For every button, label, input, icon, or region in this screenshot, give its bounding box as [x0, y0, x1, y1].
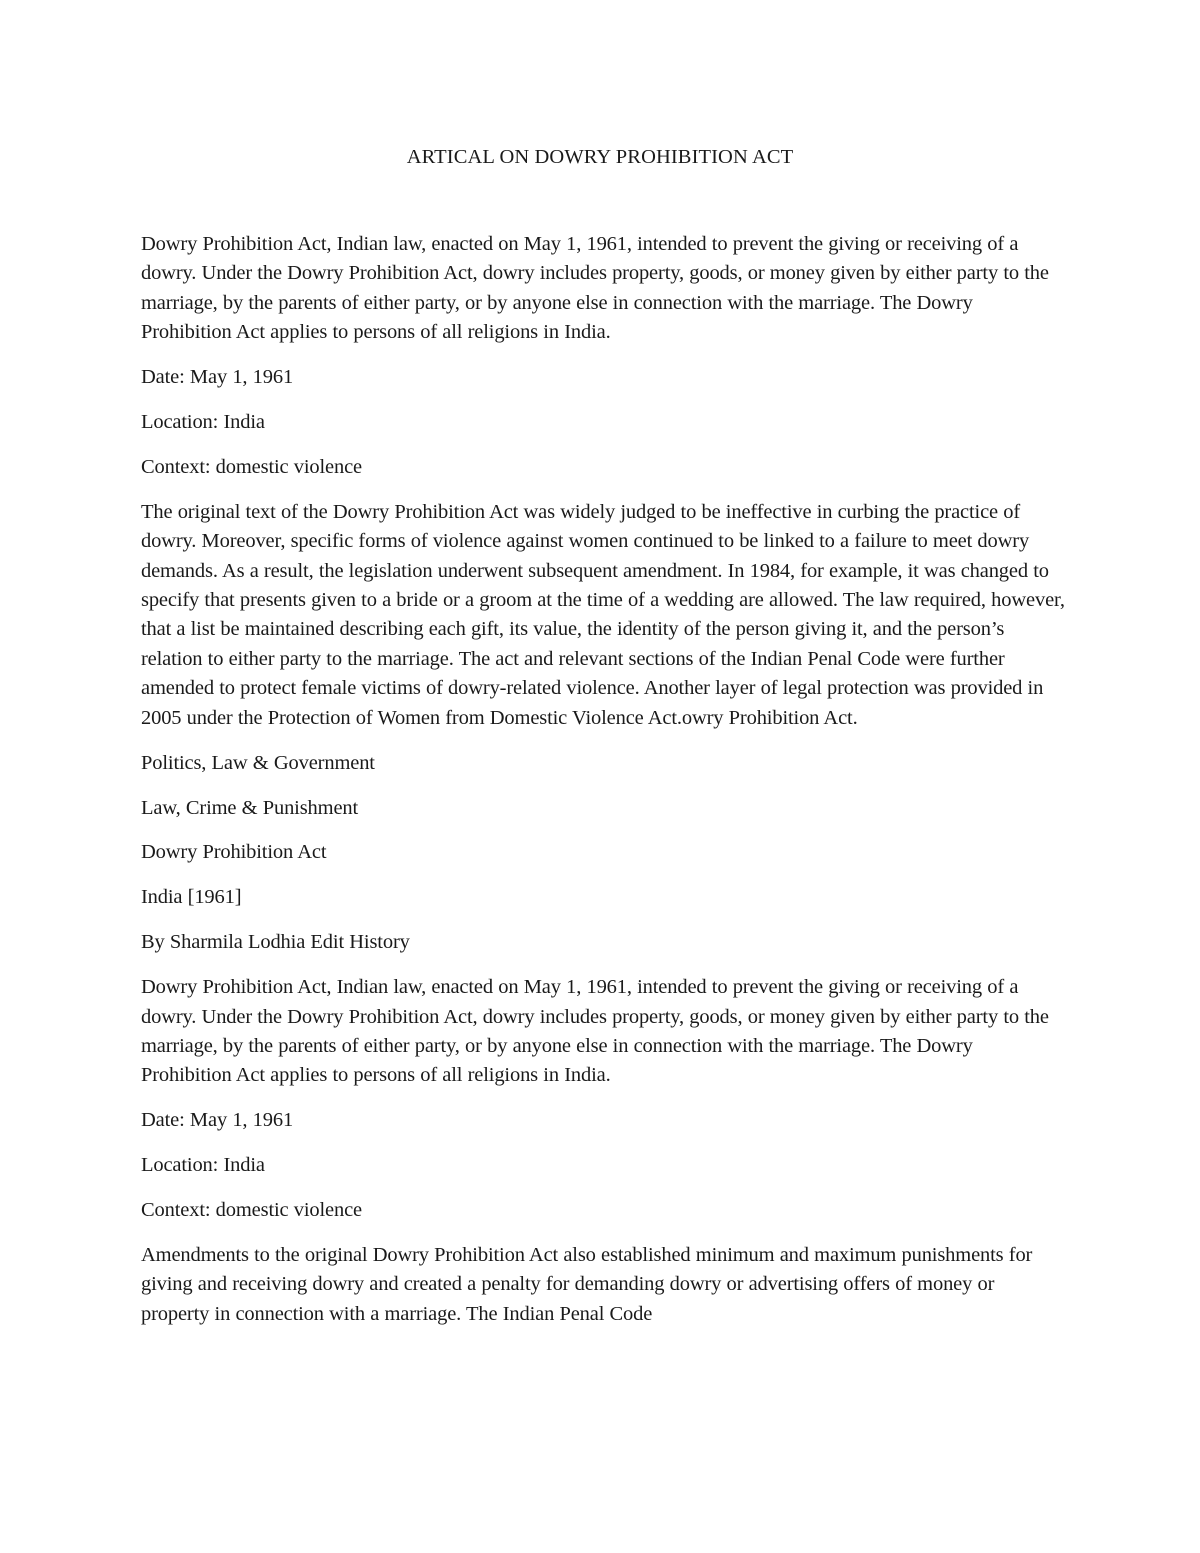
category-line: Politics, Law & Government [141, 751, 375, 774]
location-line-repeat: Location: India [141, 1154, 265, 1177]
context-line: Context: domestic violence [141, 455, 363, 478]
subcategory-line: Law, Crime & Punishment [141, 796, 359, 819]
history-paragraph: The original text of the Dowry Prohibition Act was widely judged to be ineffective in curbing the practice of dowry. Moreover, specific forms of violence against women continued to be linked to a failure to meet dowry demands. As a result, the legislation underwent subsequent amendment. In 1984, for example, it was changed to specify that presents given to a bride or a groom at the time of a wedding are allowed. The law required, however, that a list be maintained describing each gift, its value, the identity of the person giving it, and the person’s relation to either party to the marriage. The act and relevant sections of the Indian Penal Code were further amended to protect female victims of dowry-related violence. Another layer of legal protection was provided in 2005 under the Protection of Women from Domestic Violence Act.owry Prohibition Act. [141, 500, 1065, 729]
context-line-repeat: Context: domestic violence [141, 1199, 363, 1222]
intro-paragraph: Dowry Prohibition Act, Indian law, enacted on May 1, 1961, intended to prevent the giving or receiving of a dowry. Under the Dowry Prohibition Act, dowry includes property, goods, or money given by either party to the marriage, by the parents of either party, or by anyone else in connection with the marriage. The Dowry Prohibition Act applies to persons of all religions in India. [141, 233, 1049, 344]
intro-paragraph-repeat: Dowry Prohibition Act, Indian law, enacted on May 1, 1961, intended to prevent the giving or receiving of a dowry. Under the Dowry Prohibition Act, dowry includes property, goods, or money given by either party to the marriage, by the parents of either party, or by anyone else in connection with the marriage. The Dowry Prohibition Act applies to persons of all religions in India. [141, 976, 1049, 1087]
date-line-repeat: Date: May 1, 1961 [141, 1109, 294, 1132]
region-year-line: India [1961] [141, 886, 242, 909]
location-line: Location: India [141, 411, 265, 434]
topic-line: Dowry Prohibition Act [141, 841, 327, 864]
date-line: Date: May 1, 1961 [141, 366, 294, 389]
document-body [141, 230, 1066, 1345]
amendments-paragraph: Amendments to the original Dowry Prohibition Act also established minimum and maximum punishments for giving and receiving dowry and created a penalty for demanding dowry or advertising offers of money or property in connection with a marriage. The Indian Penal Code [141, 1243, 1033, 1325]
document-title: ARTICAL ON DOWRY PROHIBITION ACT [406, 146, 794, 168]
author-line: By Sharmila Lodhia Edit History [141, 931, 410, 954]
